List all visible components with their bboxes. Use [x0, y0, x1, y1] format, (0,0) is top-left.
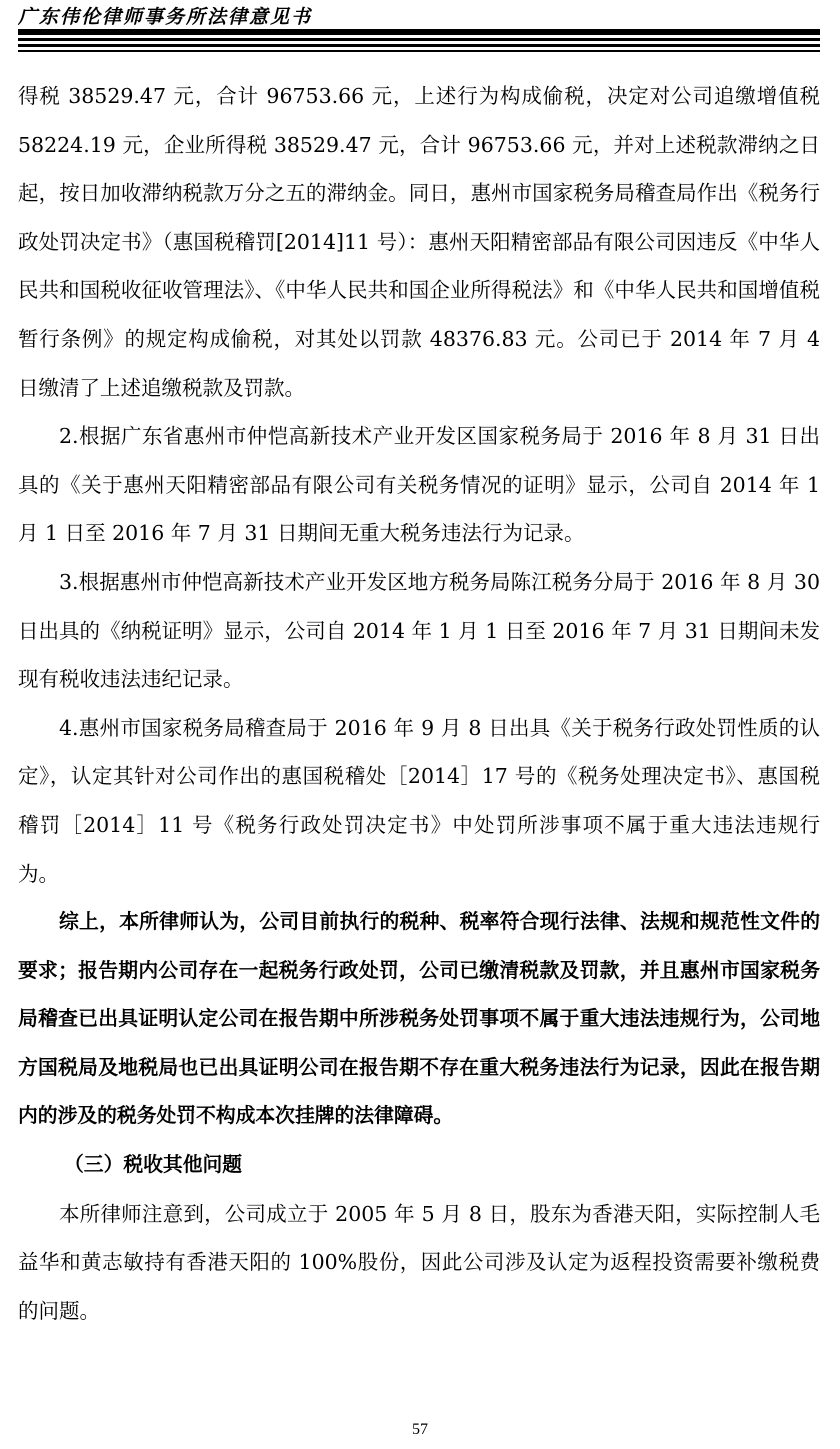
paragraph-item-3: 3.根据惠州市仲恺高新技术产业开发区地方税务局陈江税务分局于 2016 年 8 月 30 日出具的《纳税证明》显示，公司自 2014 年 1 月 1 日至 2016 年 7 月 31 日期间未发现有税收违法违纪记录。 [18, 569, 820, 692]
paragraph-conclusion: 综上，本所律师认为，公司目前执行的税种、税率符合现行法律、法规和规范性文件的要求；报告期内公司存在一起税务行政处罚，公司已缴清税款及罚款，并且惠州市国家税务局稽查已出具证明认定公司在报告期中所涉税务处罚事项不属于重大违法违规行为，公司地方国税局及地税局也已出具证明公司在报告期不存在重大税务违法行为记录，因此在报告期内的涉及的税务处罚不构成本次挂牌的法律障碍。 [18, 910, 820, 1128]
header-rule-thick [18, 29, 820, 35]
paragraph-item-2: 2.根据广东省惠州市仲恺高新技术产业开发区国家税务局于 2016 年 8 月 31 日出具的《关于惠州天阳精密部品有限公司有关税务情况的证明》显示，公司自 2014 年 1 月 1 日至 2016 年 7 月 31 日期间无重大税务违法行为记录。 [18, 424, 820, 546]
header-rule-3 [18, 44, 820, 47]
paragraph-other-issues: 本所律师注意到，公司成立于 2005 年 5 月 8 日，股东为香港天阳，实际控制人毛益华和黄志敏持有香港天阳的 100%股份，因此公司涉及认定为返程投资需要补缴税费的问题。 [18, 1201, 820, 1323]
section-subheading: （三）税收其他问题 [64, 1153, 243, 1177]
paragraph-tax-penalty: 得税 38529.47 元，合计 96753.66 元，上述行为构成偷税，决定对公司追缴增值税 58224.19 元，企业所得税 38529.47 元，合计 96753.66 元，并对上述税款滞纳之日起，按日加收滞纳税款万分之五的滞纳金。同日，惠州市国家税务局稽查局作出《税务行政处罚决定书》（惠国税稽罚[2014]11 号）：惠州天阳精密部品有限公司因违反《中华人民共和国税收征收管理法》、《中华人民共和国企业所得税法》和《中华人民共和国增值税暂行条例》的规定构成偷税，对其处以罚款 48376.83 元。公司已于 2014 年 7 月 4 日缴清了上述追缴税款及罚款。 [18, 84, 820, 400]
paragraph-item-4: 4.惠州市国家税务局稽查局于 2016 年 9 月 8 日出具《关于税务行政处罚性质的认定》，认定其针对公司作出的惠国税稽处［2014］17 号的《税务处理决定书》、惠国税稽罚［2014］11 号《税务行政处罚决定书》中处罚所涉事项不属于重大违法违规行为。 [18, 715, 820, 886]
document-body [18, 72, 820, 1335]
page-number: 57 [412, 1421, 428, 1438]
header-title: 广东伟伦律师事务所法律意见书 [18, 6, 313, 28]
header-rule-2 [18, 38, 820, 41]
header-rule-thin [18, 50, 820, 52]
